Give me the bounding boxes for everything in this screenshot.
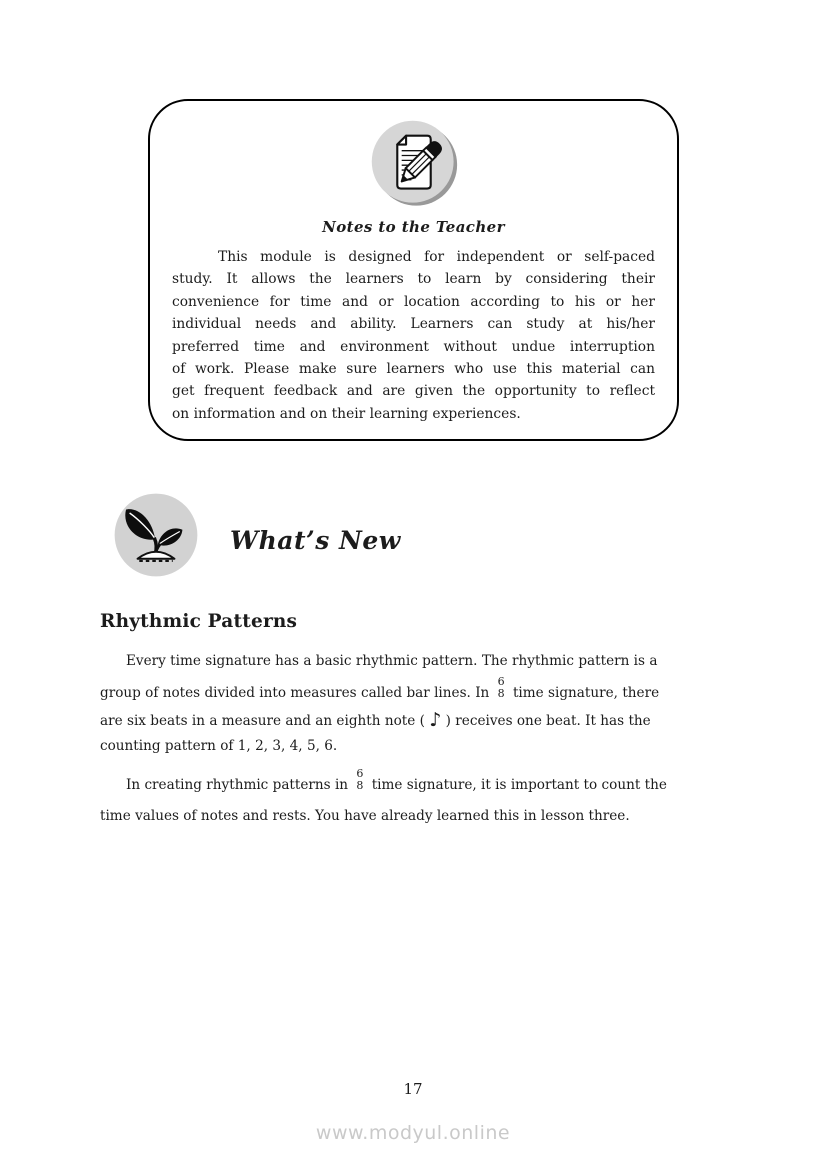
note-and-pencil-icon-svg [370,119,458,207]
notes-box-title: Notes to the Teacher [322,218,505,236]
seedling-icon [112,491,200,579]
notes-box-paragraph [150,246,677,425]
text-line: This module is designed for independent or self-paced [218,249,655,265]
text-line: preferred time and environment without undue interruption [172,338,655,355]
text-line: study. It allows the learners to learn by considering their [172,271,655,288]
eighth-note-icon: ♪ [429,709,442,731]
text-line: time values of notes and rests. You have already learned this in lesson three. [100,808,630,824]
text-line: individual needs and ability. Learners can study at his/her [172,316,655,333]
section-heading: Rhythmic Patterns [100,611,298,632]
text-line: on information and on their learning experiences. [172,405,521,422]
whats-new-header [112,491,401,579]
whats-new-title: What’s New [230,525,401,555]
time-signature-fraction: 6 8 [356,767,364,792]
text-line: counting pattern of 1, 2, 3, 4, 5, 6. [100,738,338,754]
seedling-icon-svg [112,491,200,579]
text-line: convenience for time and or location according to his or her [172,293,655,310]
note-and-pencil-icon [370,119,458,207]
page-number: 17 [403,1080,423,1098]
time-signature-fraction: 6 8 [497,675,505,700]
text-line: get frequent feedback and are given the opportunity to reflect [172,383,655,400]
watermark: www.modyul.online [315,1122,511,1144]
text-line: are six beats in a measure and an eighth note ( ♪ ) receives one beat. It has the [100,709,651,731]
text-line: group of notes divided into measures called bar lines. In 6 8 time signature, there [100,675,660,701]
text-line: Every time signature has a basic rhythmic pattern. The rhythmic pattern is a [126,653,658,669]
rhythmic-patterns-paragraph-1 [100,646,760,757]
notes-to-teacher-box [148,99,679,441]
text-line: In creating rhythmic patterns in 6 8 time signature, it is important to count the [126,767,667,793]
text-line: of work. Please make sure learners who use this material can [172,360,655,377]
rhythmic-patterns-paragraph-2 [100,768,760,831]
